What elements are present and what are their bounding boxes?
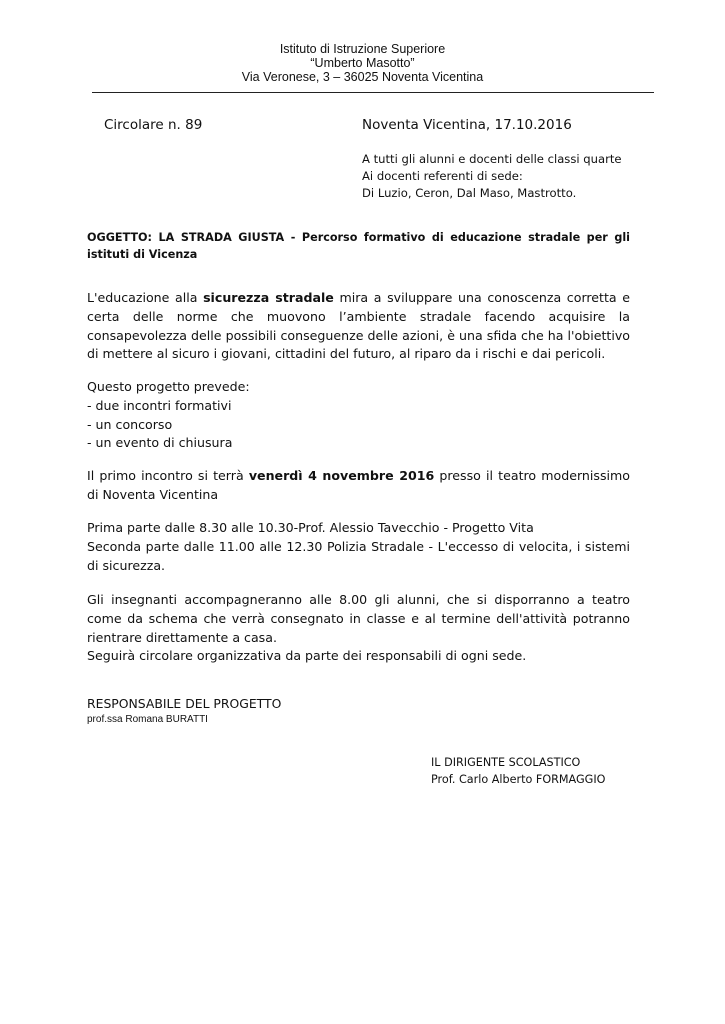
subject-line: OGGETTO: LA STRADA GIUSTA - Percorso formativo di educazione stradale per gli istituti di Vicenza: [87, 231, 630, 261]
circular-place-date: Noventa Vicentina, 17.10.2016: [362, 117, 572, 133]
meeting-text-start: Il primo incontro si terrà: [87, 468, 249, 483]
intro-bold-term: sicurezza stradale: [203, 290, 334, 305]
school-type: Istituto di Istruzione Superiore: [279, 42, 446, 56]
director-title: IL DIRIGENTE SCOLASTICO: [431, 756, 581, 769]
program-list: [87, 378, 630, 453]
circular-number: Circolare n. 89: [104, 117, 203, 133]
meeting-date: venerdì 4 novembre 2016: [248, 468, 435, 483]
closing-paragraph: [87, 591, 630, 666]
school-address: Via Veronese, 3 – 36025 Noventa Vicentina: [241, 70, 484, 84]
director-name: Prof. Carlo Alberto FORMAGGIO: [431, 773, 606, 786]
intro-text-end: mira a sviluppare una conoscenza corretta e certa delle norme che muovono l’ambiente stradale facendo acquisire la consapevolezza delle possibili conseguenze delle azioni, è una sfida che ha l'obiettivo di mettere al sicuro i giovani, cittadini del futuro, al riparo da i rischi e dai pericoli.: [87, 290, 631, 362]
program-item: - un concorso: [87, 416, 173, 432]
schedule-block: [87, 519, 630, 575]
teachers-note: Gli insegnanti accompagneranno alle 8.00 gli alunni, che si disporranno a teatro come da schema che verrà consegnato in classe e al termine dell'attività potranno rientrare direttamente a casa.: [87, 592, 630, 645]
meeting-text-end: presso il teatro modernissimo di Noventa Vicentina: [87, 468, 630, 502]
recipients-block: [362, 151, 622, 202]
responsible-name: prof.ssa Romana BURATTI: [87, 714, 208, 725]
program-intro: Questo progetto prevede:: [87, 379, 250, 394]
follow-up-note: Seguirà circolare organizzativa da parte dei responsabili di ogni sede.: [87, 648, 527, 664]
recipient-line: Di Luzio, Ceron, Dal Maso, Mastrotto.: [362, 186, 577, 200]
school-name: “Umberto Masotto”: [310, 56, 415, 70]
intro-paragraph: [87, 289, 630, 364]
program-item: - un evento di chiusura: [87, 435, 233, 451]
recipient-line: Ai docenti referenti di sede:: [362, 169, 523, 183]
header-divider: [92, 92, 654, 93]
recipient-line: A tutti gli alunni e docenti delle classi quarte: [362, 152, 622, 166]
first-meeting-paragraph: [87, 467, 630, 505]
program-item: - due incontri formativi: [87, 397, 232, 413]
responsible-title: RESPONSABILE DEL PROGETTO: [87, 696, 282, 711]
school-header: [0, 42, 725, 84]
schedule-part-two: Seconda parte dalle 11.00 alle 12.30 Polizia Stradale - L'eccesso di velocita, i sistemi di sicurezza.: [87, 538, 630, 573]
intro-text-start: L'educazione alla: [87, 290, 204, 305]
schedule-part-one: Prima parte dalle 8.30 alle 10.30-Prof. Alessio Tavecchio - Progetto Vita: [87, 520, 534, 535]
